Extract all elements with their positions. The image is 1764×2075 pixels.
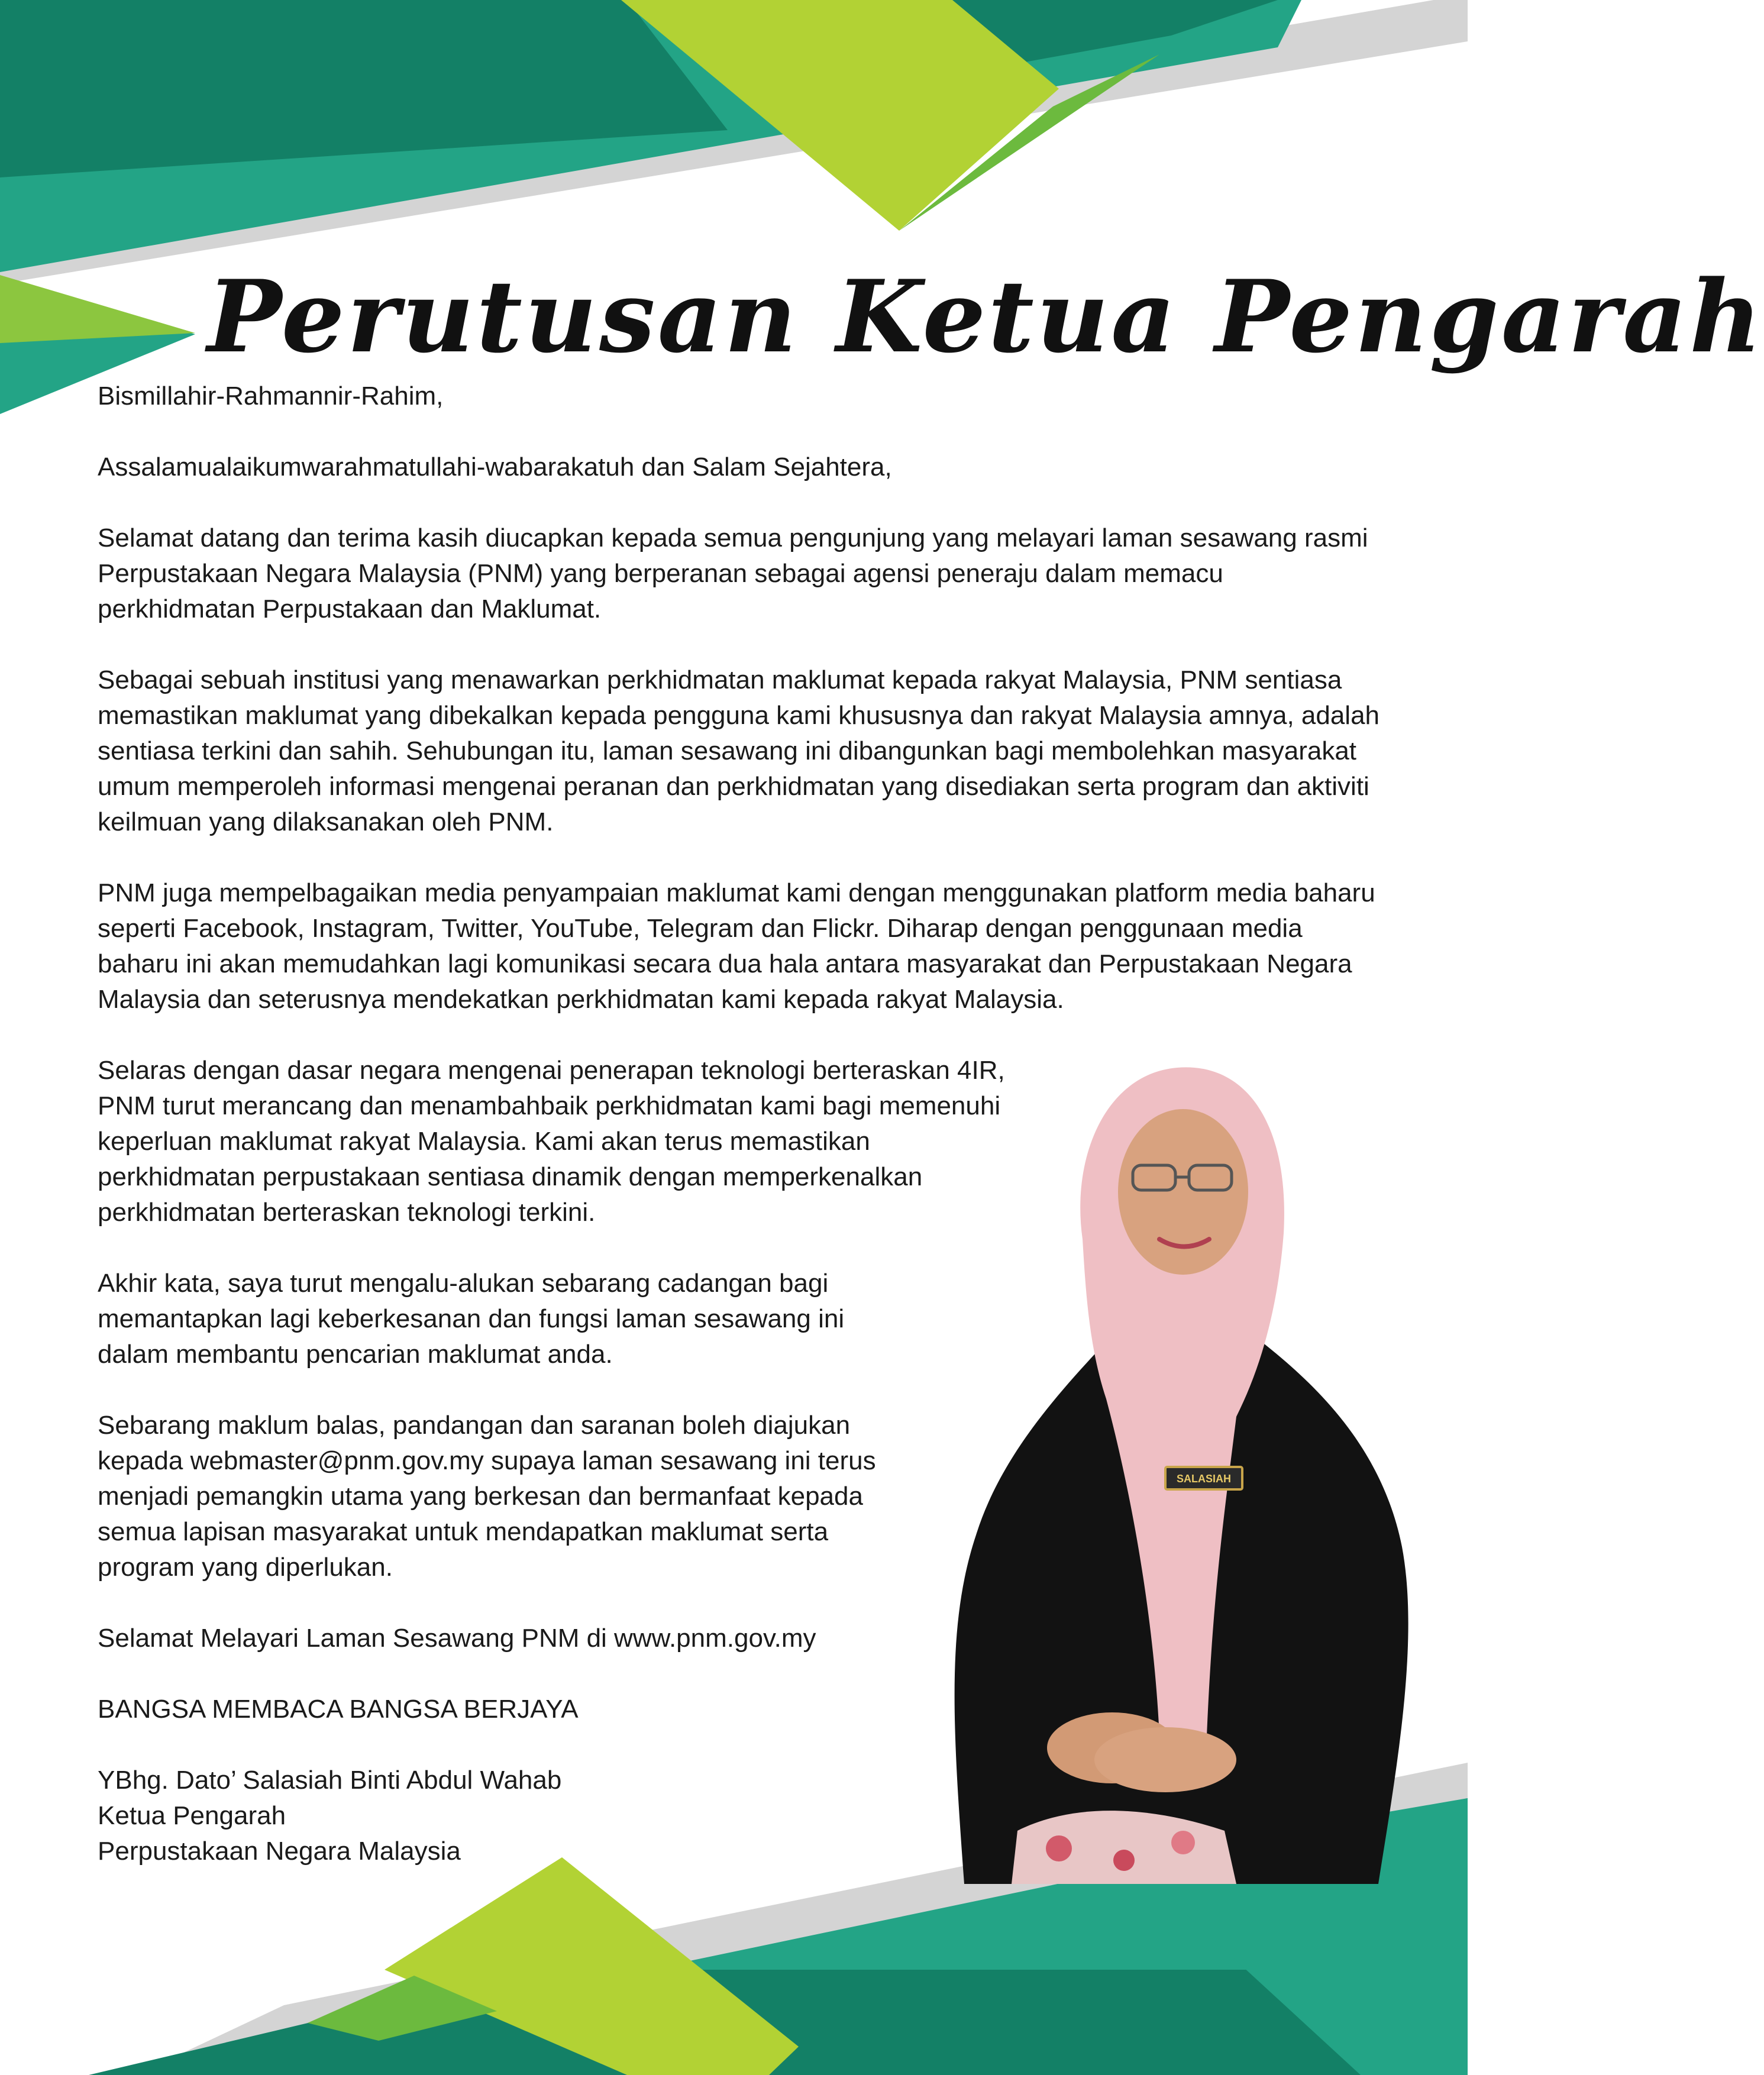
- left-lime-wedge: [0, 275, 195, 343]
- signature-position: Ketua Pengarah: [98, 1801, 286, 1830]
- paragraph-4ir: Selaras dengan dasar negara mengenai penerapan teknologi berteraskan 4IR, PNM turut merancang dan menambahbaik perkhidmatan kami bagi memenuhi keperluan maklumat rakyat Malaysia. Kami akan terus memastikan perkhidmatan perpustakaan sentiasa dinamik dengan memperkenalkan perkhidmatan berteraskan teknologi terkini.: [98, 1056, 1005, 1227]
- director-portrait: [929, 1062, 1426, 1884]
- page-title: Perutusan Ketua Pengarah: [207, 258, 1764, 375]
- greeting-salam: Assalamualaikumwarahmatullahi-wabarakatuh dan Salam Sejahtera,: [98, 453, 892, 481]
- signature-organization: Perpustakaan Negara Malaysia: [98, 1837, 461, 1866]
- signature-name: YBhg. Dato’ Salasiah Binti Abdul Wahab: [98, 1766, 562, 1795]
- greeting-bismillah: Bismillahir-Rahmannir-Rahim,: [98, 382, 444, 411]
- paragraph-institution: Sebagai sebuah institusi yang menawarkan perkhidmatan maklumat kepada rakyat Malaysia, PNM sentiasa memastikan maklumat yang dibekalkan kepada pengguna kami khususnya dan rakyat Malaysia amnya, adalah sentiasa terkini dan sahih. Sehubungan itu, laman sesawang ini dibangunkan bagi membolehkan masyarakat umum memperoleh informasi mengenai peranan dan perkhidmatan yang disediakan serta program dan aktiviti keilmuan yang dilaksanakan oleh PNM.: [98, 665, 1380, 836]
- name-tag-text: SALASIAH: [1176, 1473, 1232, 1485]
- motto: BANGSA MEMBACA BANGSA BERJAYA: [98, 1695, 579, 1724]
- paragraph-closing-words: Akhir kata, saya turut mengalu-alukan sebarang cadangan bagi memantapkan lagi keberkesanan dan fungsi laman sesawang ini dalam membantu pencarian maklumat anda.: [98, 1269, 845, 1369]
- paragraph-media: PNM juga mempelbagaikan media penyampaian maklumat kami dengan menggunakan platform media baharu seperti Facebook, Instagram, Twitter, YouTube, Telegram dan Flickr. Diharap dengan penggunaan media baharu ini akan memudahkan lagi komunikasi secara dua hala antara masyarakat dan Perpustakaan Negara Malaysia dan seterusnya mendekatkan perkhidmatan kami kepada rakyat Malaysia.: [98, 878, 1375, 1014]
- closing-greeting: Selamat Melayari Laman Sesawang PNM di www.pnm.gov.my: [98, 1624, 816, 1653]
- paragraph-welcome: Selamat datang dan terima kasih diucapkan kepada semua pengunjung yang melayari laman sesawang rasmi Perpustakaan Negara Malaysia (PNM) yang berperanan sebagai agensi peneraju dalam memacu perkhidmatan Perpustakaan dan Maklumat.: [98, 523, 1368, 623]
- paragraph-feedback: Sebarang maklum balas, pandangan dan saranan boleh diajukan kepada webmaster@pnm.gov.my supaya laman sesawang ini terus menjadi pemangkin utama yang berkesan dan bermanfaat kepada semua lapisan masyarakat untuk mendapatkan maklumat serta program yang diperlukan.: [98, 1411, 876, 1582]
